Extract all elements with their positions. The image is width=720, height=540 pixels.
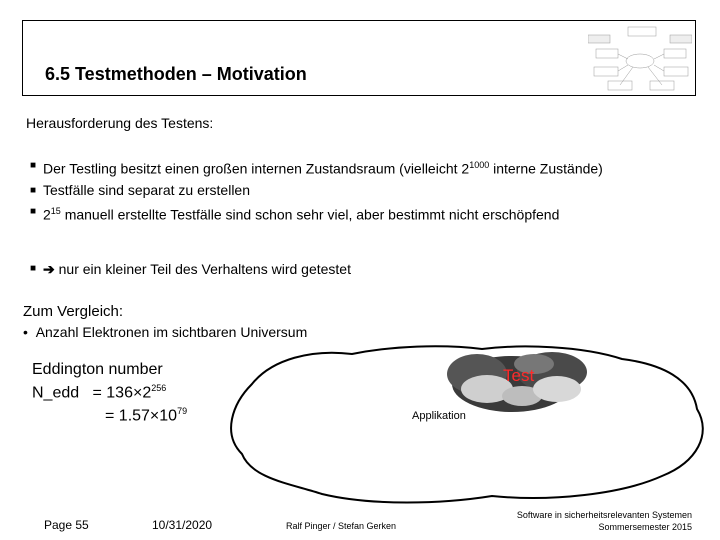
right-arrow-icon: ➔ [43, 261, 55, 277]
intro-text: Herausforderung des Testens: [26, 115, 214, 131]
eddington-title: Eddington number [32, 361, 163, 378]
comparison-heading: Zum Vergleich: [23, 303, 124, 320]
exponent: 1000 [469, 160, 490, 170]
footer-authors: Ralf Pinger / Stefan Gerken [286, 521, 397, 531]
universe-cloud-diagram [222, 344, 712, 504]
bullet-item [26, 180, 666, 201]
footer-date: 10/31/2020 [152, 518, 213, 532]
exponent: 15 [50, 205, 61, 216]
square-bullet-icon: ■ [30, 160, 37, 171]
bullet-text: Testfälle sind separat zu erstellen [43, 181, 250, 198]
square-bullet-icon: ■ [30, 205, 37, 217]
square-bullet-icon: ■ [30, 184, 37, 196]
dot-bullet-icon: • [23, 324, 36, 340]
application-label: Applikation [412, 410, 466, 422]
square-bullet-icon: ■ [30, 263, 37, 274]
comparison-item-text: Anzahl Elektronen im sichtbaren Universum [35, 324, 308, 340]
bullet-text: interne Zustände) [489, 160, 603, 177]
bullet-item [26, 155, 666, 180]
footer-course-line2: Sommersemester 2015 [598, 522, 692, 532]
bullet-text: manuell erstellte Testfälle sind schon sehr viel, aber bestimmt nicht erschöpfend [60, 206, 560, 223]
exponent: 79 [177, 406, 188, 417]
bullet-text: 2 [43, 206, 51, 223]
bullet-list [26, 155, 666, 225]
page-title: 6.5 Testmethoden – Motivation [45, 64, 307, 84]
test-label: Test [503, 366, 535, 385]
conclusion-bullet [26, 261, 351, 278]
comparison-section [23, 303, 307, 340]
footer-page: Page 55 [44, 518, 89, 532]
eddington-formula: N_edd = $136\times 2^{256}$ [32, 383, 167, 402]
eddington-value: = $1.57\times 10^{79}$ [105, 406, 188, 425]
bullet-item [26, 201, 666, 226]
exponent: 256 [151, 383, 167, 393]
header-box [22, 20, 696, 96]
footer-course-line1: Software in sicherheitsrelevanten Systemen [516, 510, 692, 520]
process-diagram-logo [588, 25, 692, 93]
conclusion-text: nur ein kleiner Teil des Verhaltens wird getestet [58, 261, 351, 277]
bullet-text: Der Testling besitzt einen großen internen Zustandsraum (vielleicht 2 [43, 160, 470, 177]
comparison-item [23, 324, 307, 340]
eddington-block [32, 360, 187, 426]
